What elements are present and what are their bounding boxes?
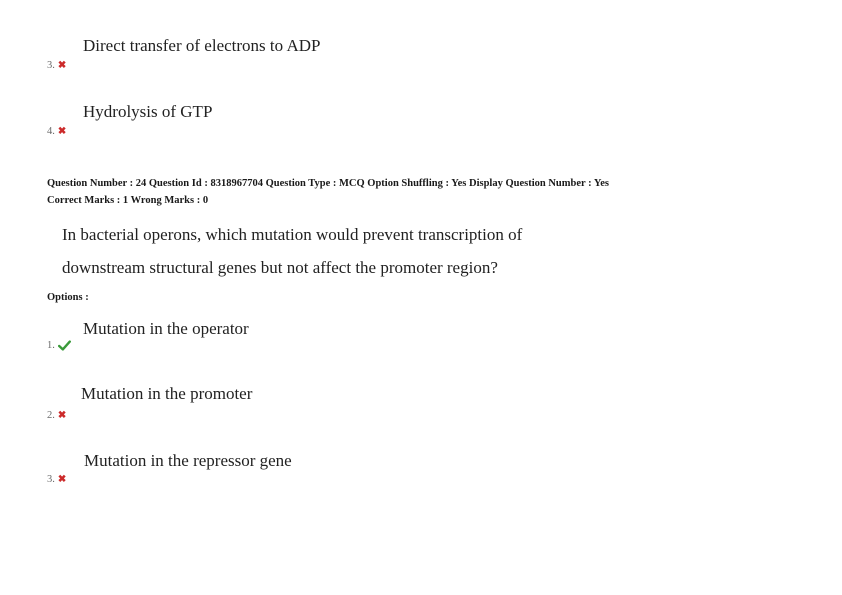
cross-icon: ✖: [57, 59, 67, 71]
question-text-line1: In bacterial operons, which mutation would prevent transcription of: [62, 225, 523, 244]
cross-icon: ✖: [57, 125, 67, 137]
options-label: Options :: [47, 292, 89, 303]
option-2-text: Mutation in the promoter: [81, 384, 253, 403]
prev-option-4-number-row: [47, 126, 66, 137]
prev-option-3-text: Direct transfer of electrons to ADP: [83, 36, 321, 55]
option-1-text: Mutation in the operator: [83, 319, 249, 338]
option-3-number: 3.: [47, 474, 55, 485]
check-icon: [58, 340, 71, 351]
prev-option-3-number: 3.: [47, 60, 55, 71]
option-3-number-row: [47, 474, 66, 485]
option-1-number: 1.: [47, 340, 55, 351]
question-meta-line2: Correct Marks : 1 Wrong Marks : 0: [47, 195, 209, 206]
option-2-number: 2.: [47, 410, 55, 421]
question-meta-line1: Question Number : 24 Question Id : 8318967704 Question Type : MCQ Option Shuffling : Yes Display Question Number : Yes: [47, 178, 610, 189]
option-3-text: Mutation in the repressor gene: [84, 451, 292, 470]
cross-icon: ✖: [57, 409, 67, 421]
cross-icon: ✖: [57, 473, 67, 485]
prev-option-4-number: 4.: [47, 126, 55, 137]
prev-option-3-number-row: [47, 60, 66, 71]
option-2-number-row: [47, 410, 66, 421]
prev-option-4-text: Hydrolysis of GTP: [83, 102, 213, 121]
option-1-number-row: [47, 340, 71, 351]
question-text-line2: downstream structural genes but not affect the promoter region?: [62, 258, 498, 277]
